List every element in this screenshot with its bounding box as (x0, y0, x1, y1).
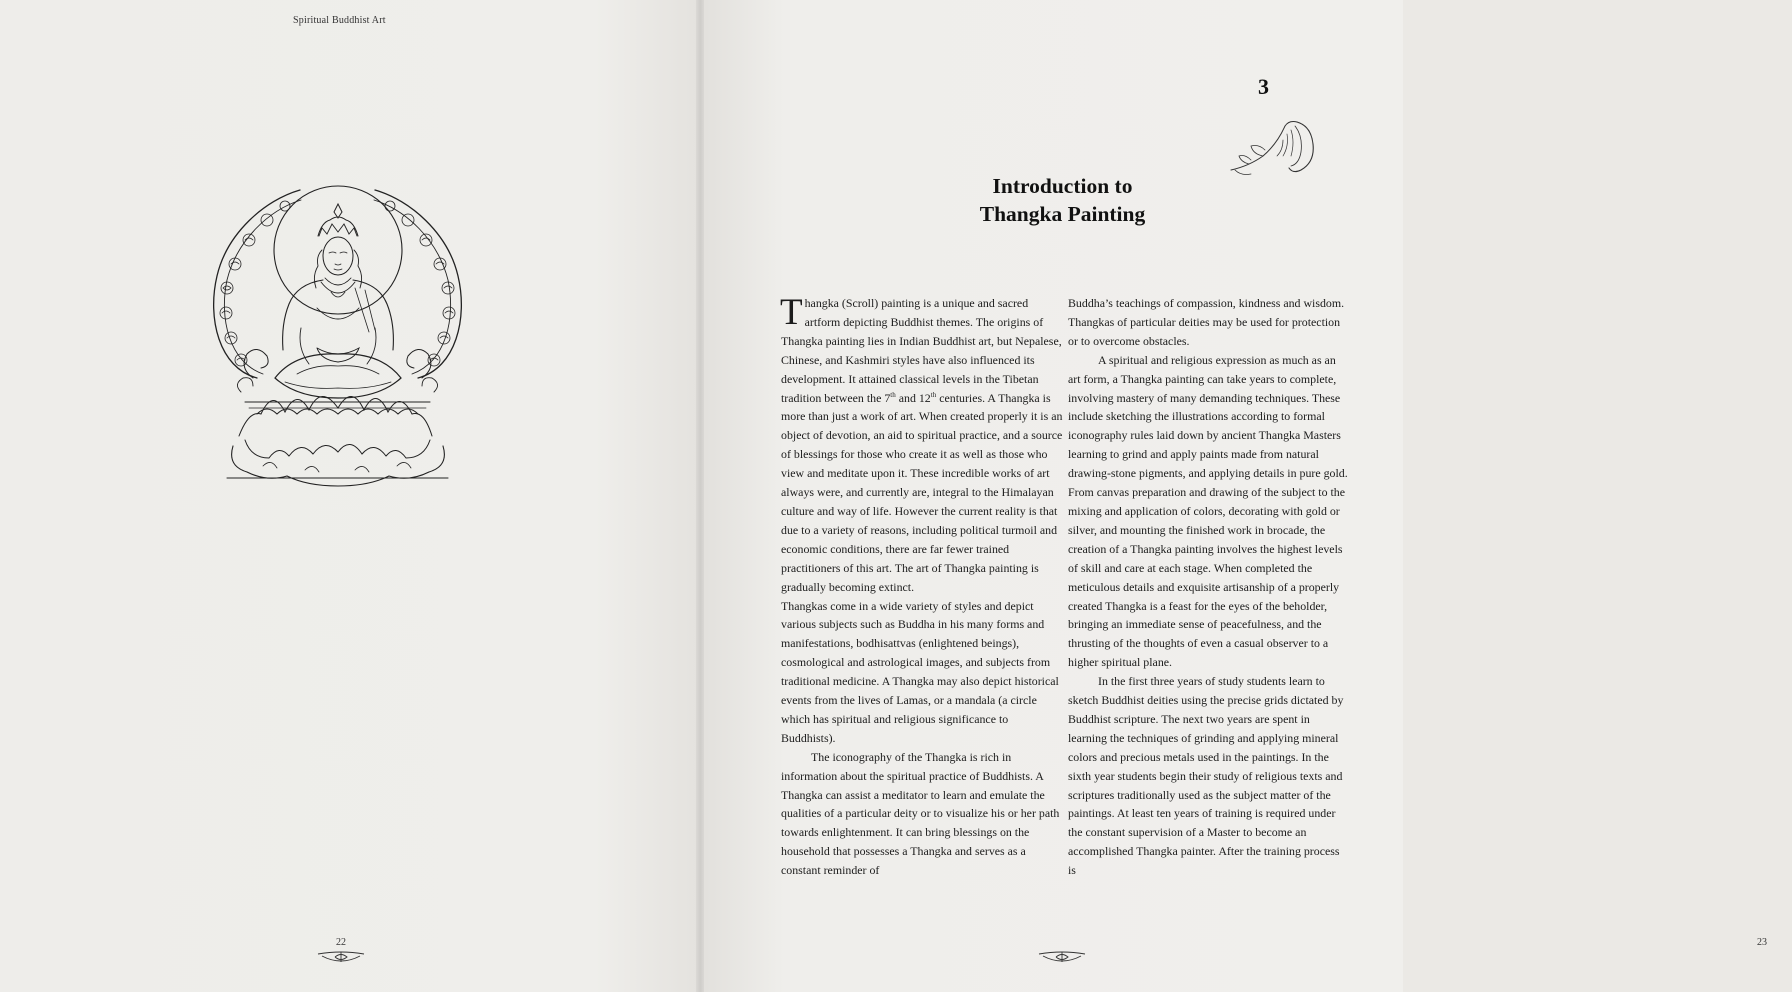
chapter-number: 3 (1258, 74, 1269, 99)
folio-ornament-icon (316, 950, 366, 964)
left-page (0, 0, 700, 992)
paragraph: The iconography of the Thangka is rich in information about the spiritual practice of Buddhists. A Thangka can assist a meditator to learn and emulate the qualities of a particular deity or to visualize his or her path towards enlightenment. It can bring blessings on the household that possesses a Thangka and serves as a constant reminder of (781, 749, 1060, 878)
running-head: Spiritual Buddhist Art (293, 15, 386, 26)
paragraph: Thangka (Scroll) painting is a unique and sacred artform depicting Buddhist themes. The origins of Thangka painting lies in Indian Buddhist art, but Nepalese, Chinese, and Kashmiri styles have also influenced its development. It attained classical levels in the Tibetan tradition between the 7th and 12th centuries. A Thangka is more than just a work of art. When created properly it is an object of devotion, an aid to spiritual practice, and a source of blessings for those who create it as well as those who view and meditate upon it. These incredible works of art always were, and currently are, integral to the Himalayan culture and way of life. However the current reality is that due to a variety of reasons, including political turmoil and economic conditions, there are far fewer trained practitioners of this art. The art of Thangka painting is gradually becoming extinct. (780, 292, 1063, 594)
folio-ornament-icon (1037, 950, 1087, 964)
paragraph: Thangkas come in a wide variety of styles and depict various subjects such as Buddha in his many forms and manifestations, bodhisattvas (enlightened beings), cosmological and astrological images, and subjects from traditional medicine. A Thangka may also depict historical events from the lives of Lamas, or a mandala (a circle which has spiritual and religious significance to Buddhists). (781, 598, 1059, 745)
text-column-left (781, 294, 1063, 880)
drop-cap: T (780, 292, 803, 333)
text-column-right (1068, 294, 1350, 880)
chapter-title-line2: Thangka Painting (979, 202, 1146, 226)
bodhisattva-illustration-icon (205, 178, 470, 491)
page-number-left: 22 (336, 937, 346, 948)
chapter-title (940, 172, 1185, 228)
chapter-title-line1: Introduction to (992, 174, 1133, 198)
paragraph: In the first three years of study students learn to sketch Buddhist deities using the precise grids dictated by Buddhist scripture. The next two years are spent in learning the techniques of grinding and applying mineral colors and precious metals used in the paintings. In the sixth year students begin their study of religious texts and scriptures traditionally used as the subject matter of the paintings. At least ten years of training is required under the constant supervision of a Master to become an accomplished Thangka painter. After the training process is (1068, 674, 1344, 878)
page-number-right: 23 (1757, 937, 1767, 948)
leaf-flourish-icon (1225, 118, 1317, 180)
paragraph: A spiritual and religious expression as much as an art form, a Thangka painting can take years to complete, involving mastery of many demanding techniques. These include sketching the illustrations according to formal iconography rules laid down by ancient Thangka Masters learning to grind and apply paints made from natural drawing-stone pigments, and applying details in pure gold. From canvas preparation and drawing of the subject to the mixing and application of colors, decorating with gold or silver, and mounting the finished work in brocade, the creation of a Thangka painting involves the highest levels of skill and care at each stage. When completed the meticulous details and exquisite artisanship of a properly created Thangka is a feast for the eyes of the beholder, bringing an immediate sense of peacefulness, and the thrusting of the thoughts of even a casual observer to a higher spiritual plane. (1068, 352, 1348, 670)
book-gutter (696, 0, 704, 992)
paragraph: Buddha’s teachings of compassion, kindness and wisdom. Thangkas of particular deities may be used for protection or to overcome obstacles. (1068, 296, 1345, 348)
